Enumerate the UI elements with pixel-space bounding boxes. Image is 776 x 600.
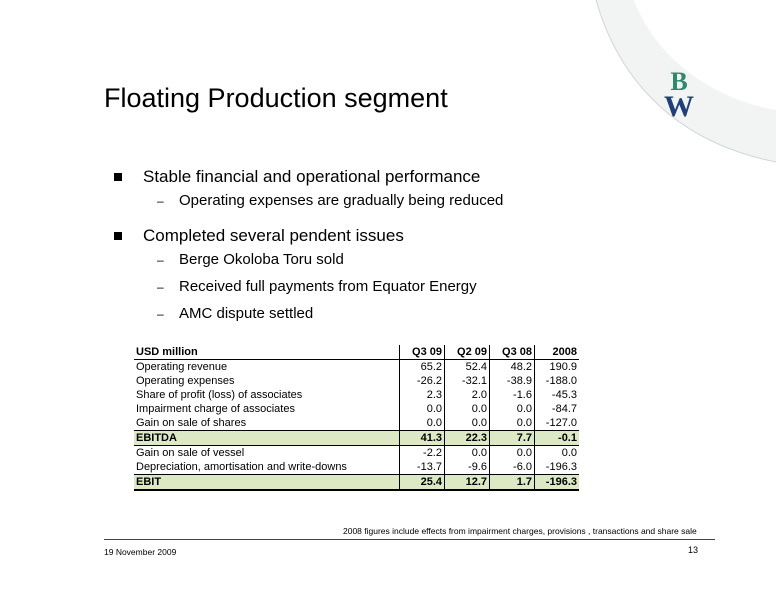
square-bullet-icon xyxy=(114,232,122,240)
column-header: 2008 xyxy=(535,345,580,360)
bullet-item xyxy=(110,164,730,190)
table-cell: -0.1 xyxy=(535,431,580,446)
table-row-ebit xyxy=(134,475,579,491)
sub-bullet-text: Operating expenses are gradually being reduced xyxy=(179,192,504,209)
dash-bullet-icon: – xyxy=(157,307,164,321)
row-label: Share of profit (loss) of associates xyxy=(136,389,303,401)
table-cell: 0.0 xyxy=(400,402,445,416)
table-cell: 65.2 xyxy=(400,360,445,375)
table-cell: 7.7 xyxy=(490,431,535,446)
table-cell: -127.0 xyxy=(535,416,580,431)
dash-bullet-icon: – xyxy=(157,194,164,208)
table-cell: -32.1 xyxy=(445,374,490,388)
table-cell: 0.0 xyxy=(445,416,490,431)
table-header-row xyxy=(134,345,579,360)
table-row xyxy=(134,388,579,402)
table-cell: 12.7 xyxy=(445,475,490,491)
row-label: EBITDA xyxy=(134,431,400,446)
table-cell: -9.6 xyxy=(445,460,490,475)
column-header: Q2 09 xyxy=(445,345,490,360)
table-row xyxy=(134,460,579,475)
table-row-ebitda xyxy=(134,431,579,446)
table-cell: 0.0 xyxy=(400,416,445,431)
row-label: Impairment charge of associates xyxy=(136,403,295,415)
column-header: Q3 08 xyxy=(490,345,535,360)
bw-logo-icon xyxy=(656,66,702,120)
table-cell: 0.0 xyxy=(445,446,490,461)
page-title: Floating Production segment xyxy=(104,83,448,113)
table-cell: -2.2 xyxy=(400,446,445,461)
sub-bullet-item xyxy=(110,190,730,217)
table-cell: -1.6 xyxy=(490,388,535,402)
table-cell: 190.9 xyxy=(535,360,580,375)
table-cell: -196.3 xyxy=(535,460,580,475)
sub-bullet-item xyxy=(110,249,730,276)
table-cell: -38.9 xyxy=(490,374,535,388)
sub-bullet-text: Berge Okoloba Toru sold xyxy=(179,251,344,268)
table-cell: -6.0 xyxy=(490,460,535,475)
svg-text:W: W xyxy=(664,90,694,120)
table-row xyxy=(134,360,579,375)
column-header: USD million xyxy=(134,345,400,360)
page-number: 13 xyxy=(688,545,699,555)
bullet-text: Stable financial and operational performance xyxy=(143,167,481,186)
table-cell: -13.7 xyxy=(400,460,445,475)
table-cell: -45.3 xyxy=(535,388,580,402)
row-label: Operating revenue xyxy=(136,361,228,373)
table-cell: 0.0 xyxy=(490,416,535,431)
column-header: Q3 09 xyxy=(400,345,445,360)
table-cell: 25.4 xyxy=(400,475,445,491)
table-cell: -196.3 xyxy=(535,475,580,491)
sub-bullet-item xyxy=(110,303,730,330)
row-label: Gain on sale of shares xyxy=(136,417,247,429)
table-row xyxy=(134,402,579,416)
sub-bullet-item xyxy=(110,276,730,303)
bullet-list xyxy=(110,164,730,330)
bullet-text: Completed several pendent issues xyxy=(143,226,404,245)
sub-bullet-text: Received full payments from Equator Energy xyxy=(179,278,477,295)
row-label: EBIT xyxy=(134,475,400,491)
bullet-item xyxy=(110,223,730,249)
square-bullet-icon xyxy=(114,173,122,181)
footer-divider xyxy=(104,539,715,540)
table-cell: 48.2 xyxy=(490,360,535,375)
table-cell: 0.0 xyxy=(490,446,535,461)
table-cell: 0.0 xyxy=(535,446,580,461)
table-cell: -26.2 xyxy=(400,374,445,388)
sub-bullet-text: AMC dispute settled xyxy=(179,305,314,322)
table-cell: -188.0 xyxy=(535,374,580,388)
table-cell: 2.3 xyxy=(400,388,445,402)
table-cell: 1.7 xyxy=(490,475,535,491)
table-cell: 41.3 xyxy=(400,431,445,446)
table-row xyxy=(134,446,579,461)
footnote: 2008 figures include effects from impairment charges, provisions , transactions and share sale xyxy=(343,526,697,536)
table-cell: 52.4 xyxy=(445,360,490,375)
row-label: Gain on sale of vessel xyxy=(136,447,245,459)
footer-date: 19 November 2009 xyxy=(104,547,177,557)
dash-bullet-icon: – xyxy=(157,253,164,267)
table-row xyxy=(134,374,579,388)
table-row xyxy=(134,416,579,431)
table-cell: 0.0 xyxy=(445,402,490,416)
table-cell: 22.3 xyxy=(445,431,490,446)
dash-bullet-icon: – xyxy=(157,280,164,294)
table-cell: 0.0 xyxy=(490,402,535,416)
table-cell: 2.0 xyxy=(445,388,490,402)
table-cell: -84.7 xyxy=(535,402,580,416)
svg-text:B: B xyxy=(670,67,688,96)
row-label: Operating expenses xyxy=(136,375,235,387)
financial-table xyxy=(134,345,579,491)
row-label: Depreciation, amortisation and write-downs xyxy=(136,461,347,473)
